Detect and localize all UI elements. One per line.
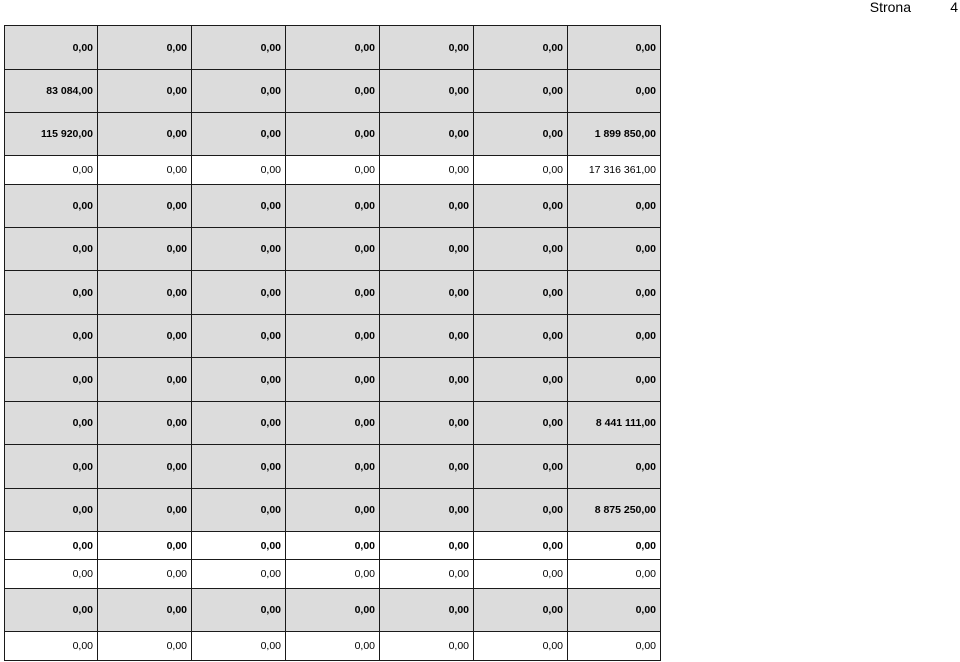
table-cell: 0,00 (286, 445, 380, 489)
table-row (5, 532, 661, 560)
table-cell: 0,00 (98, 228, 192, 271)
table-cell: 0,00 (98, 315, 192, 358)
table-cell: 0,00 (5, 632, 98, 661)
table-cell: 0,00 (474, 185, 568, 228)
table-row (5, 156, 661, 185)
table-cell: 0,00 (5, 156, 98, 185)
table-cell: 0,00 (474, 26, 568, 70)
table-cell: 0,00 (380, 70, 474, 113)
table-cell: 0,00 (474, 532, 568, 560)
table-row (5, 489, 661, 532)
table-cell: 0,00 (192, 228, 286, 271)
table-row (5, 26, 661, 70)
table-cell: 83 084,00 (5, 70, 98, 113)
table-cell: 0,00 (192, 445, 286, 489)
table-cell: 0,00 (5, 228, 98, 271)
table-row (5, 445, 661, 489)
table-cell: 17 316 361,00 (568, 156, 661, 185)
table-cell: 0,00 (568, 632, 661, 661)
table-cell: 0,00 (5, 271, 98, 315)
table-cell: 0,00 (192, 589, 286, 632)
table-cell: 0,00 (286, 560, 380, 589)
table-cell: 0,00 (98, 156, 192, 185)
table-cell: 8 875 250,00 (568, 489, 661, 532)
table-cell: 0,00 (98, 271, 192, 315)
table-cell: 0,00 (568, 315, 661, 358)
table-row (5, 271, 661, 315)
table-cell: 0,00 (98, 26, 192, 70)
table-cell: 0,00 (474, 70, 568, 113)
table-cell: 0,00 (380, 271, 474, 315)
table-cell: 0,00 (474, 402, 568, 445)
table-cell: 0,00 (286, 26, 380, 70)
table-cell: 0,00 (474, 358, 568, 402)
table-cell: 0,00 (192, 489, 286, 532)
table-cell: 0,00 (98, 70, 192, 113)
table-cell: 0,00 (286, 113, 380, 156)
table-cell: 0,00 (286, 185, 380, 228)
table-cell: 0,00 (192, 560, 286, 589)
table-cell: 0,00 (474, 315, 568, 358)
table-row (5, 402, 661, 445)
table-cell: 0,00 (5, 402, 98, 445)
table-cell: 0,00 (192, 185, 286, 228)
table-cell: 0,00 (474, 228, 568, 271)
table-cell: 0,00 (380, 632, 474, 661)
table-cell: 0,00 (286, 228, 380, 271)
table-cell: 0,00 (474, 560, 568, 589)
table-cell: 0,00 (568, 70, 661, 113)
table-cell: 0,00 (380, 315, 474, 358)
table-row (5, 70, 661, 113)
table-cell: 0,00 (380, 358, 474, 402)
table-cell: 0,00 (380, 445, 474, 489)
table-row (5, 358, 661, 402)
table-cell: 0,00 (568, 358, 661, 402)
table-cell: 0,00 (5, 358, 98, 402)
table-cell: 0,00 (380, 113, 474, 156)
table-cell: 0,00 (474, 445, 568, 489)
table-cell: 0,00 (286, 632, 380, 661)
table-cell: 0,00 (192, 402, 286, 445)
table-cell: 0,00 (5, 589, 98, 632)
table-cell: 0,00 (474, 271, 568, 315)
table-cell: 0,00 (380, 185, 474, 228)
table-row (5, 113, 661, 156)
table-cell: 0,00 (98, 445, 192, 489)
table-cell: 0,00 (568, 560, 661, 589)
table-cell: 0,00 (568, 532, 661, 560)
table-cell: 8 441 111,00 (568, 402, 661, 445)
table-cell: 0,00 (192, 358, 286, 402)
table-row (5, 589, 661, 632)
table-cell: 0,00 (380, 156, 474, 185)
table-cell: 0,00 (568, 271, 661, 315)
table-cell: 0,00 (5, 185, 98, 228)
table-cell: 0,00 (286, 271, 380, 315)
table-cell: 0,00 (380, 228, 474, 271)
table-cell: 0,00 (98, 532, 192, 560)
table-cell: 0,00 (474, 489, 568, 532)
table-cell: 0,00 (98, 402, 192, 445)
table-cell: 0,00 (568, 589, 661, 632)
table-cell: 0,00 (380, 560, 474, 589)
table-cell: 0,00 (192, 632, 286, 661)
table-cell: 0,00 (286, 70, 380, 113)
table-cell: 0,00 (192, 113, 286, 156)
table-cell: 0,00 (192, 271, 286, 315)
table-cell: 0,00 (568, 185, 661, 228)
table-cell: 0,00 (286, 402, 380, 445)
table-cell: 0,00 (192, 26, 286, 70)
table-cell: 0,00 (286, 156, 380, 185)
table-cell: 115 920,00 (5, 113, 98, 156)
table-cell: 0,00 (286, 489, 380, 532)
table-row (5, 228, 661, 271)
table-cell: 0,00 (474, 113, 568, 156)
table-cell: 0,00 (192, 532, 286, 560)
table-cell: 0,00 (98, 185, 192, 228)
table-cell: 0,00 (474, 632, 568, 661)
table-cell: 0,00 (5, 315, 98, 358)
table-cell: 0,00 (192, 70, 286, 113)
table-cell: 0,00 (568, 445, 661, 489)
table-cell: 0,00 (286, 532, 380, 560)
table-cell: 0,00 (5, 532, 98, 560)
table-cell: 0,00 (98, 560, 192, 589)
table-cell: 0,00 (568, 228, 661, 271)
table-row (5, 560, 661, 589)
table-cell: 1 899 850,00 (568, 113, 661, 156)
table-cell: 0,00 (474, 156, 568, 185)
table-cell: 0,00 (192, 156, 286, 185)
table-cell: 0,00 (380, 26, 474, 70)
data-table (4, 25, 661, 661)
page-label: Strona (869, 0, 911, 15)
table-cell: 0,00 (474, 589, 568, 632)
table-cell: 0,00 (380, 489, 474, 532)
page-number: 4 (950, 0, 958, 15)
table-cell: 0,00 (568, 26, 661, 70)
table-cell: 0,00 (286, 589, 380, 632)
table-row (5, 632, 661, 661)
table-cell: 0,00 (98, 489, 192, 532)
table-cell: 0,00 (380, 532, 474, 560)
table-row (5, 315, 661, 358)
table-cell: 0,00 (380, 402, 474, 445)
table-cell: 0,00 (5, 445, 98, 489)
table-body (5, 26, 661, 661)
table-cell: 0,00 (192, 315, 286, 358)
table-cell: 0,00 (98, 358, 192, 402)
table-cell: 0,00 (5, 560, 98, 589)
table-cell: 0,00 (98, 589, 192, 632)
table-cell: 0,00 (5, 489, 98, 532)
table-row (5, 185, 661, 228)
table-cell: 0,00 (380, 589, 474, 632)
table-cell: 0,00 (98, 632, 192, 661)
table-cell: 0,00 (98, 113, 192, 156)
table-cell: 0,00 (286, 358, 380, 402)
table-cell: 0,00 (286, 315, 380, 358)
table-cell: 0,00 (5, 26, 98, 70)
